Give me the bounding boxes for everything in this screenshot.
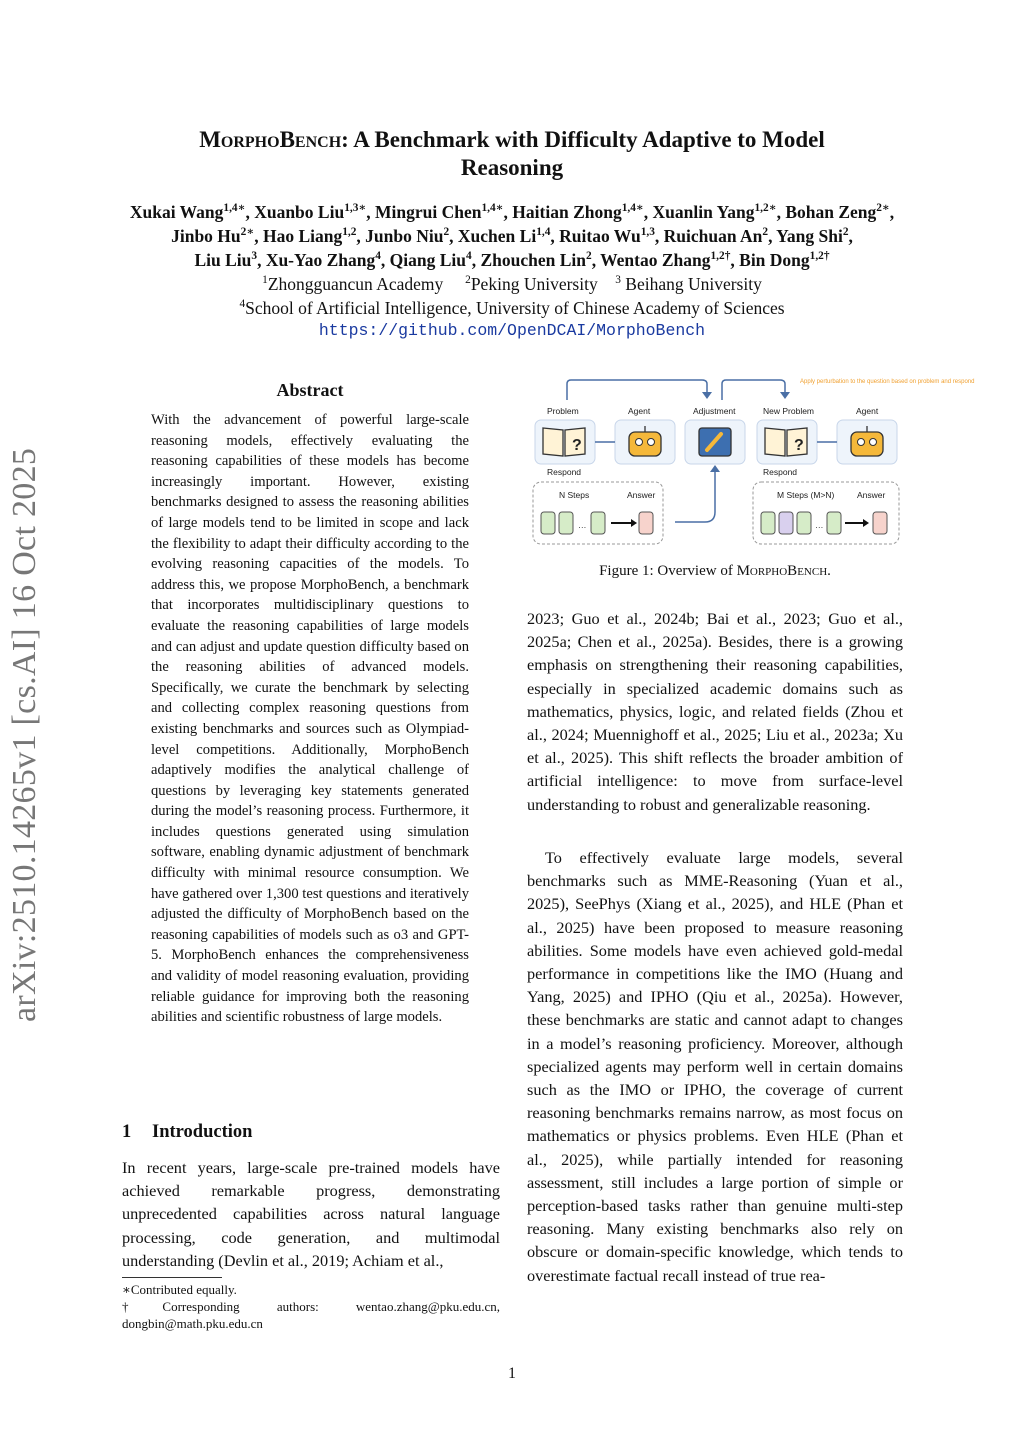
- abstract-text: With the advancement of powerful large-scale reasoning models, effectively evaluating the reasoning capabilities of these models has become increasingly important. However, existing benchmarks designed to assess the reasoning abilities of large models tend to be limited in scope and lack the flexibility to adapt their difficulty according to the evolving reasoning capacities of the models. To address this, we propose MorphoBench, a benchmark that incorporates multidisciplinary questions to evaluate the reasoning capabilities of large models and can adjust and update question difficulty based on the reasoning abilities of advanced models. Specifically, we curate the benchmark by selecting and collecting complex reasoning questions from existing benchmarks and sources such as Olympiad-level competitions. Additionally, MorphoBench adaptively modifies the analytical challenge of questions by leveraging key statements generated during the model’s reasoning process. Furthermore, it includes questions generated using simulation software, enabling dynamic adjustment of benchmark difficulty with minimal resource consumption. We have gathered over 1,300 test questions and iteratively adjusted the difficulty of MorphoBench based on the reasoning capabilities of models such as o3 and GPT-5. MorphoBench enhances the comprehensiveness and validity of model reasoning evaluation, providing reliable guidance for improving both the reasoning abilities and scientific robustness of large models.: [151, 412, 469, 1026]
- robot-icon-2: [851, 432, 883, 456]
- label-problem: Problem: [547, 406, 579, 416]
- right-column-paragraph-1: 2023; Guo et al., 2024b; Bai et al., 2023; Guo et al., 2025a; Chen et al., 2025a). Besides, there is a growing emphasis on strengthening their reasoning capabilities, especially in specialized academic domains such as mathematics, physics, logic, and related fields (Zhou et al., 2024; Muennighoff et al., 2025; Liu et al., 2023a; Xu et al., 2025). This shift reflects the broader ambition of artificial intelligence: to move from surface-level understanding to robust and generalizable reasoning.: [527, 609, 903, 814]
- abstract-heading: Abstract: [276, 380, 344, 400]
- footnote-1: ∗Contributed equally.: [122, 1282, 237, 1297]
- arrow-adjustment-to-new: [722, 380, 785, 400]
- arrowhead-4: [631, 519, 637, 527]
- footnotes: [122, 1281, 500, 1332]
- ellipsis-1: …: [578, 520, 587, 530]
- github-link[interactable]: https://github.com/OpenDCAI/MorphoBench: [318, 321, 706, 340]
- affiliations-line-1: $^1$Zhongguancun Academy $^2$Peking University $^3$ Beihang University: [262, 274, 762, 294]
- robot-eye-right: [648, 439, 655, 446]
- label-n-steps: N Steps: [559, 490, 590, 500]
- label-agent: Agent: [628, 406, 651, 416]
- page-number: 1: [508, 1365, 516, 1382]
- label-agent-2: Agent: [856, 406, 879, 416]
- label-answer-2: Answer: [857, 490, 886, 500]
- arxiv-identifier: arXiv:2510.14265v1 [cs.AI] 16 Oct 2025: [6, 447, 43, 1022]
- footnote-rule: [122, 1277, 222, 1278]
- step-block-3: [591, 512, 605, 534]
- robot-eye-left: [636, 439, 643, 446]
- ellipsis-2: …: [815, 520, 824, 530]
- mstep-block-2: [779, 512, 793, 534]
- answer-block-2: [873, 512, 887, 534]
- section-heading-introduction: [122, 1122, 252, 1143]
- arrow-problem-to-adjustment: [567, 380, 707, 400]
- question-mark-icon-2: ?: [794, 437, 804, 454]
- arrowhead-2: [780, 392, 790, 399]
- label-answer: Answer: [627, 490, 656, 500]
- label-respond: Respond: [547, 467, 582, 477]
- title-benchmark-name: MorphoBench: [199, 127, 342, 152]
- label-new-problem: New Problem: [763, 406, 815, 416]
- mstep-block-1: [761, 512, 775, 534]
- title-line2: Reasoning: [460, 155, 564, 180]
- footnote-2: †Corresponding authors: wentao.zhang@pku.edu.cn, dongbin@math.pku.edu.cn: [122, 1299, 500, 1331]
- affiliations-line-2: $^4$School of Artificial Intelligence, University of Chinese Academy of Sciences: [239, 298, 785, 318]
- label-respond-2: Respond: [763, 467, 798, 477]
- step-block-2: [559, 512, 573, 534]
- arrowhead-3: [710, 465, 720, 472]
- arrowhead-1: [702, 392, 712, 399]
- figure-overview: [527, 372, 975, 552]
- figure-caption: Figure 1: Overview of MorphoBench.: [599, 563, 831, 579]
- authors-line-2: Jinbo $Hu^{2∗}$, Hao Liang$^{1,2}$, Junbo Niu$^2$, Xuchen Li$^{1,4}$, Ruitao Wu$^{1,3}$, Ruichuan An$^2$, Yang Shi$^2$,: [171, 226, 853, 246]
- authors-line-1: Xukai Wang$^{1,4∗}$, Xuanbo Liu$^{1,3∗}$, Mingrui Chen$^{1,4∗}$, Haitian Zhong$^{1,4∗}$, Xuanlin Yang$^{1,2∗}$, Bohan Zeng$^{2∗}$,: [129, 202, 895, 222]
- label-adjustment: Adjustment: [693, 406, 736, 416]
- section-title: Introduction: [152, 1122, 253, 1142]
- robot2-eye-right: [870, 439, 877, 446]
- arrowhead-5: [863, 519, 869, 527]
- title-rest: : A Benchmark with Difficulty Adaptive to Model: [341, 127, 825, 152]
- figure-note: Apply perturbation to the question based on problem and respond: [800, 379, 975, 385]
- robot2-eye-left: [858, 439, 865, 446]
- section-number: 1: [122, 1122, 132, 1142]
- intro-paragraph-1: In recent years, large-scale pre-trained models have achieved remarkable progress, demonstrating unprecedented capabilities across natural language processing, code generation, and multimodal understanding (Devlin et al., 2019; Achiam et al.,: [122, 1158, 500, 1270]
- paper-title: [100, 126, 924, 182]
- arrow-respond-to-adjustment: [675, 470, 715, 522]
- mstep-block-4: [827, 512, 841, 534]
- robot-icon: [629, 432, 661, 456]
- step-block-1: [541, 512, 555, 534]
- mstep-block-3: [797, 512, 811, 534]
- authors-line-3: Liu Liu$^3$, Xu-Yao Zhang$^4$, Qiang Liu$^4$, Zhouchen Lin$^2$, Wentao Zhang$^{1,2\dagger}$, Bin Dong$^{1,2\dagger}$: [194, 250, 830, 270]
- question-mark-icon: ?: [572, 437, 582, 454]
- label-m-steps: M Steps (M>N): [777, 490, 835, 500]
- right-column-paragraph-2: To effectively evaluate large models, several benchmarks such as MME-Reasoning (Yuan et al., 2025), SeePhys (Xiang et al., 2025), and HLE (Phan et al., 2025) have been proposed to measure reasoning abilities. Some models have even achieved gold-medal performance in competitions like the IMO (Huang and Yang, 2025) and IPHO (Qiu et al., 2025a). However, these benchmarks are static and cannot adapt to changes in a model’s reasoning proficiency. Moreover, although specialized agents may perform well in certain domains such as the IMO or IPHO, the coverage of current reasoning benchmarks remains narrow, as most focus on mathematics or physics problems. Even HLE (Phan et al., 2025), while partially intended for reasoning assessment, still includes a large portion of simple or perception-based tasks rather than genuine multi-step reasoning. Many existing benchmarks also rely on obscure or domain-specific knowledge, which tends to overestimate factual recall instead of true rea-: [527, 848, 903, 1285]
- answer-block: [639, 512, 653, 534]
